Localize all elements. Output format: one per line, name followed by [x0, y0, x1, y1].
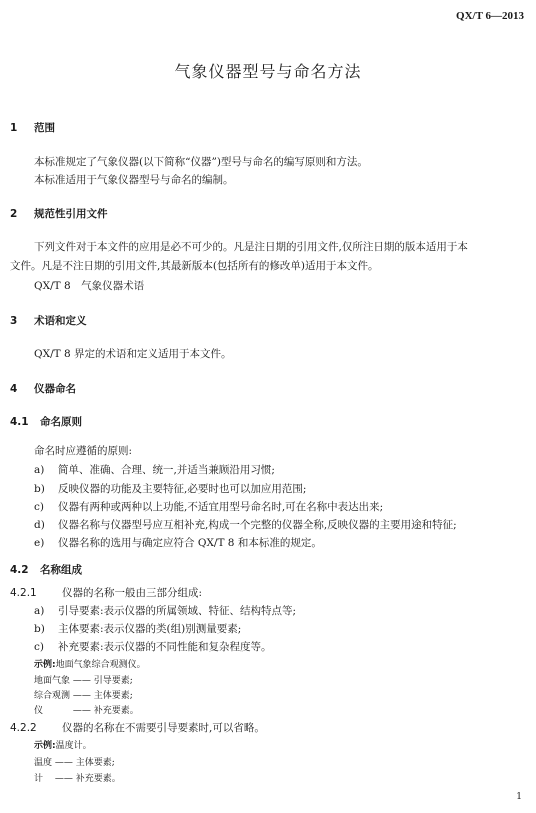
- list-marker: a): [34, 605, 45, 617]
- paragraph-line: 文件。凡是不注日期的引用文件,其最新版本(包括所有的修改单)适用于本文件。: [10, 260, 379, 272]
- example-line: 综合观测 —— 主体要素;: [34, 691, 133, 701]
- subsection-number: 4.1: [10, 416, 29, 428]
- example-label: 示例:: [34, 660, 56, 670]
- list-text: 仪器有两种或两种以上功能,不适宜用型号命名时,可在名称中表达出来;: [58, 501, 384, 513]
- section-title: 范围: [34, 122, 55, 134]
- list-item: [34, 622, 241, 637]
- list-marker: a): [34, 464, 45, 476]
- paragraph: 本标准规定了气象仪器(以下简称“仪器”)型号与命名的编写原则和方法。: [34, 156, 368, 168]
- list-marker: c): [34, 641, 44, 653]
- page-number: 1: [516, 792, 522, 802]
- section-number: 4: [10, 383, 18, 395]
- list-marker: d): [34, 519, 45, 531]
- section-number: 2: [10, 208, 18, 220]
- document-title: 气象仪器型号与命名方法: [174, 62, 362, 81]
- example: [34, 658, 146, 673]
- list-item: [34, 536, 322, 551]
- list-text: 反映仪器的功能及主要特征,必要时也可以加应用范围;: [58, 483, 307, 495]
- paragraph-line: 下列文件对于本文件的应用是必不可少的。凡是注日期的引用文件,仅所注日期的版本适用于本: [34, 241, 468, 253]
- section-title: 术语和定义: [34, 315, 87, 327]
- section-4-heading: [10, 382, 76, 397]
- normative-reference: QX/T 8 气象仪器术语: [34, 280, 145, 292]
- example: [34, 739, 92, 754]
- example-line: 计 —— 补充要素。: [34, 774, 121, 784]
- subsection-number: 4.2: [10, 564, 29, 576]
- subsection-4-2-heading: [10, 563, 82, 578]
- list-item: [34, 463, 275, 478]
- section-number: 3: [10, 315, 18, 327]
- list-text: 仪器名称与仪器型号应互相补充,构成一个完整的仪器全称,反映仪器的主要用途和特征;: [58, 519, 457, 531]
- clause-4-2-1: [10, 586, 202, 601]
- clause-number: 4.2.1: [10, 587, 37, 599]
- paragraph: 本标准适用于气象仪器型号与命名的编制。: [34, 174, 234, 186]
- list-marker: c): [34, 501, 44, 513]
- list-text: 引导要素:表示仪器的所属领域、特征、结构特点等;: [58, 605, 297, 617]
- section-title: 规范性引用文件: [34, 208, 108, 220]
- section-number: 1: [10, 122, 18, 134]
- list-text: 仪器名称的选用与确定应符合 QX/T 8 和本标准的规定。: [58, 537, 322, 549]
- example-text: 地面气象综合观测仪。: [55, 660, 146, 670]
- paragraph: QX/T 8 界定的术语和定义适用于本文件。: [34, 348, 232, 360]
- clause-number: 4.2.2: [10, 722, 37, 734]
- list-item: [34, 640, 272, 655]
- standard-id: QX/T 6—2013: [456, 10, 524, 22]
- example-line: 仪 —— 补充要素。: [34, 706, 139, 716]
- clause-text: 仪器的名称一般由三部分组成:: [62, 587, 203, 599]
- list-item: [34, 482, 306, 497]
- list-text: 补充要素:表示仪器的不同性能和复杂程度等。: [58, 641, 272, 653]
- list-text: 简单、准确、合理、统一,并适当兼顾沿用习惯;: [58, 464, 275, 476]
- list-text: 主体要素:表示仪器的类(组)别测量要素;: [58, 623, 242, 635]
- list-marker: b): [34, 483, 45, 495]
- list-marker: b): [34, 623, 45, 635]
- list-item: [34, 518, 457, 533]
- section-title: 仪器命名: [34, 383, 76, 395]
- subsection-title: 命名原则: [40, 416, 82, 428]
- section-1-heading: [10, 121, 55, 136]
- list-item: [34, 500, 383, 515]
- list-marker: e): [34, 537, 45, 549]
- list-item: [34, 604, 296, 619]
- section-3-heading: [10, 314, 87, 329]
- example-text: 温度计。: [55, 741, 92, 751]
- subsection-title: 名称组成: [40, 564, 82, 576]
- clause-4-2-2: [10, 721, 265, 736]
- subsection-4-1-heading: [10, 415, 82, 430]
- example-line: 地面气象 —— 引导要素;: [34, 676, 133, 686]
- example-label: 示例:: [34, 741, 56, 751]
- clause-text: 仪器的名称在不需要引导要素时,可以省略。: [62, 722, 265, 734]
- paragraph: 命名时应遵循的原则:: [34, 445, 133, 457]
- section-2-heading: [10, 207, 108, 222]
- example-line: 温度 —— 主体要素;: [34, 758, 115, 768]
